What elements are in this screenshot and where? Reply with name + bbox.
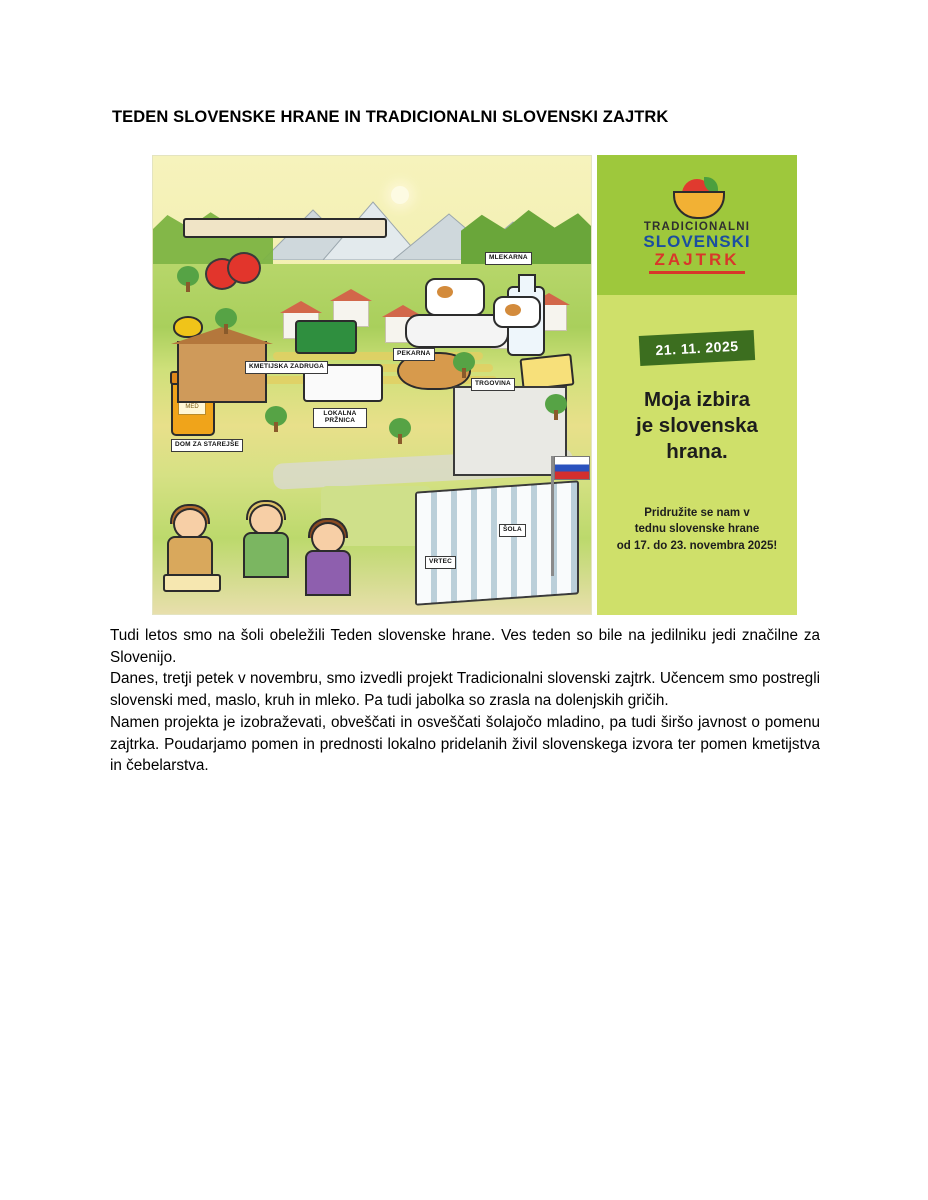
poster-subtext bbox=[597, 505, 797, 554]
tomato bbox=[227, 252, 261, 284]
poster-headline bbox=[597, 387, 797, 466]
poster-subtext-line-1: Pridružite se nam v bbox=[644, 507, 750, 519]
date-badge: 21. 11. 2025 bbox=[639, 330, 755, 366]
food-tray bbox=[163, 574, 221, 592]
poster-headline-line-3: hrana. bbox=[666, 440, 728, 464]
breakfast-bowl-icon bbox=[670, 177, 724, 217]
tree bbox=[177, 266, 199, 292]
tomatoes bbox=[205, 252, 259, 292]
tractor bbox=[295, 320, 357, 354]
logo-line-3: ZAJTRK bbox=[654, 249, 740, 269]
logo bbox=[627, 177, 767, 274]
jar-label: MED bbox=[178, 400, 206, 415]
child bbox=[165, 508, 211, 578]
cow bbox=[425, 278, 485, 316]
tree bbox=[389, 418, 411, 444]
image-block bbox=[152, 155, 797, 615]
sign-mlekarna: MLEKARNA bbox=[485, 252, 532, 265]
poster-headline-line-2: je slovenska bbox=[636, 414, 758, 438]
logo-line-1: TRADICIONALNI bbox=[643, 221, 751, 233]
paragraph-1: Tudi letos smo na šoli obeležili Teden slovenske hrane. Ves teden so bile na jedilniku jedi značilne za Slovenijo. bbox=[110, 627, 820, 666]
page-title: TEDEN SLOVENSKE HRANE IN TRADICIONALNI SLOVENSKI ZAJTRK bbox=[112, 108, 669, 126]
school-building bbox=[415, 480, 579, 605]
child bbox=[303, 522, 349, 592]
cow bbox=[493, 296, 541, 328]
child bbox=[241, 504, 287, 574]
paragraph-2: Danes, tretji petek v novembru, smo izvedli projekt Tradicionalni slovenski zajtrk. Učencem smo postregli slovenski med, maslo, kruh in mleko. Pa tudi jabolka so zrasla na dolenjskih gričih. bbox=[110, 670, 820, 710]
sign-dom-za-starejse: DOM ZA STAREJŠE bbox=[171, 439, 243, 452]
poster-headline-line-1: Moja izbira bbox=[644, 388, 750, 411]
slovenian-flag-icon bbox=[554, 456, 590, 480]
illustration-slovenian-food-week bbox=[152, 155, 592, 615]
sign-kmetijska-zadruga: KMETIJSKA ZADRUGA bbox=[245, 361, 328, 374]
tree bbox=[453, 352, 475, 378]
children-eating-breakfast bbox=[163, 508, 393, 614]
poster-tradicionalni-slovenski-zajtrk bbox=[597, 155, 797, 615]
sign-pekarna: PEKARNA bbox=[393, 348, 435, 361]
bottle-neck bbox=[518, 274, 536, 292]
tree bbox=[215, 308, 237, 334]
sign-lokalna-prznica: LOKALNA PRŽNICA bbox=[313, 408, 367, 428]
sign-vrtec: VRTEC bbox=[425, 556, 456, 569]
cow-spot bbox=[437, 286, 453, 298]
poster-subtext-line-3: od 17. do 23. novembra 2025! bbox=[616, 539, 778, 552]
tree bbox=[265, 406, 287, 432]
sign-trgovina: TRGOVINA bbox=[471, 378, 515, 391]
table bbox=[183, 218, 387, 238]
poster-subtext-line-2: tednu slovenske hrane bbox=[634, 523, 760, 536]
logo-line-2: SLOVENSKI bbox=[643, 232, 751, 251]
article-body bbox=[110, 625, 820, 777]
cow-spot bbox=[505, 304, 521, 316]
sign-sola: ŠOLA bbox=[499, 524, 526, 537]
paragraph-3: Namen projekta je izobraževati, obveščati in osveščati šolajočo mladino, pa tudi širšo javnost o pomenu zajtrka. Poudarjamo pomen in prednosti lokalno pridelanih živil slovenskega izvora ter pomen kmetijstva in čebelarstva. bbox=[110, 713, 820, 775]
tree bbox=[545, 394, 567, 420]
logo-underline bbox=[649, 271, 745, 274]
